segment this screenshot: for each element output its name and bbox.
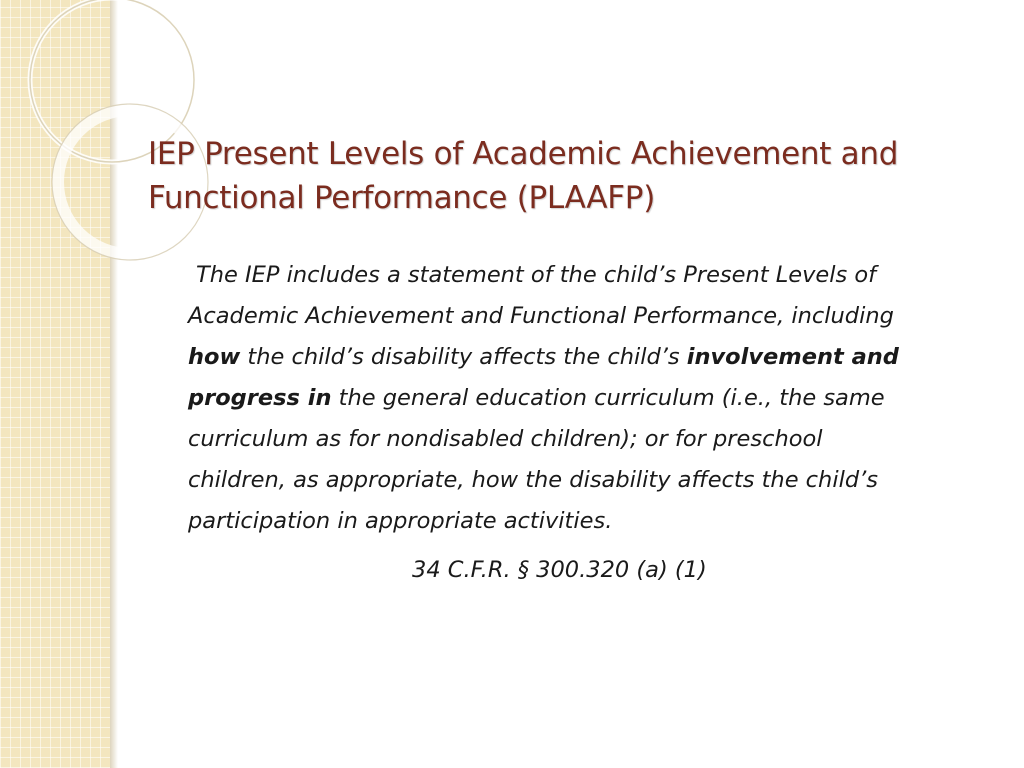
body-line-5: curriculum as for nondisabled children); or for preschool bbox=[188, 426, 823, 452]
decorative-circles bbox=[0, 0, 140, 260]
slide-title bbox=[148, 132, 988, 220]
body-line-3 bbox=[188, 337, 998, 378]
body-line-6: children, as appropriate, how the disability affects the child’s bbox=[188, 467, 878, 493]
body-line-3-text: the child’s disability affects the child’s bbox=[240, 344, 687, 370]
body-line-2: Academic Achievement and Functional Performance, including bbox=[188, 303, 894, 329]
title-line-2: Functional Performance (PLAAFP) bbox=[148, 180, 655, 216]
emphasis-how: how bbox=[188, 344, 241, 370]
body-line-4 bbox=[188, 378, 998, 419]
body-line-7: participation in appropriate activities. bbox=[188, 508, 613, 534]
emphasis-progress: progress in bbox=[188, 385, 332, 411]
title-line-1: IEP Present Levels of Academic Achievement and bbox=[148, 136, 899, 172]
body-paragraph bbox=[188, 255, 998, 542]
body-line-4-text: the general education curriculum (i.e., the same bbox=[331, 385, 885, 411]
body-line-1: The IEP includes a statement of the child’s Present Levels of bbox=[196, 262, 877, 288]
regulation-citation: 34 C.F.R. § 300.320 (a) (1) bbox=[412, 557, 707, 583]
emphasis-involvement: involvement and bbox=[686, 344, 899, 370]
